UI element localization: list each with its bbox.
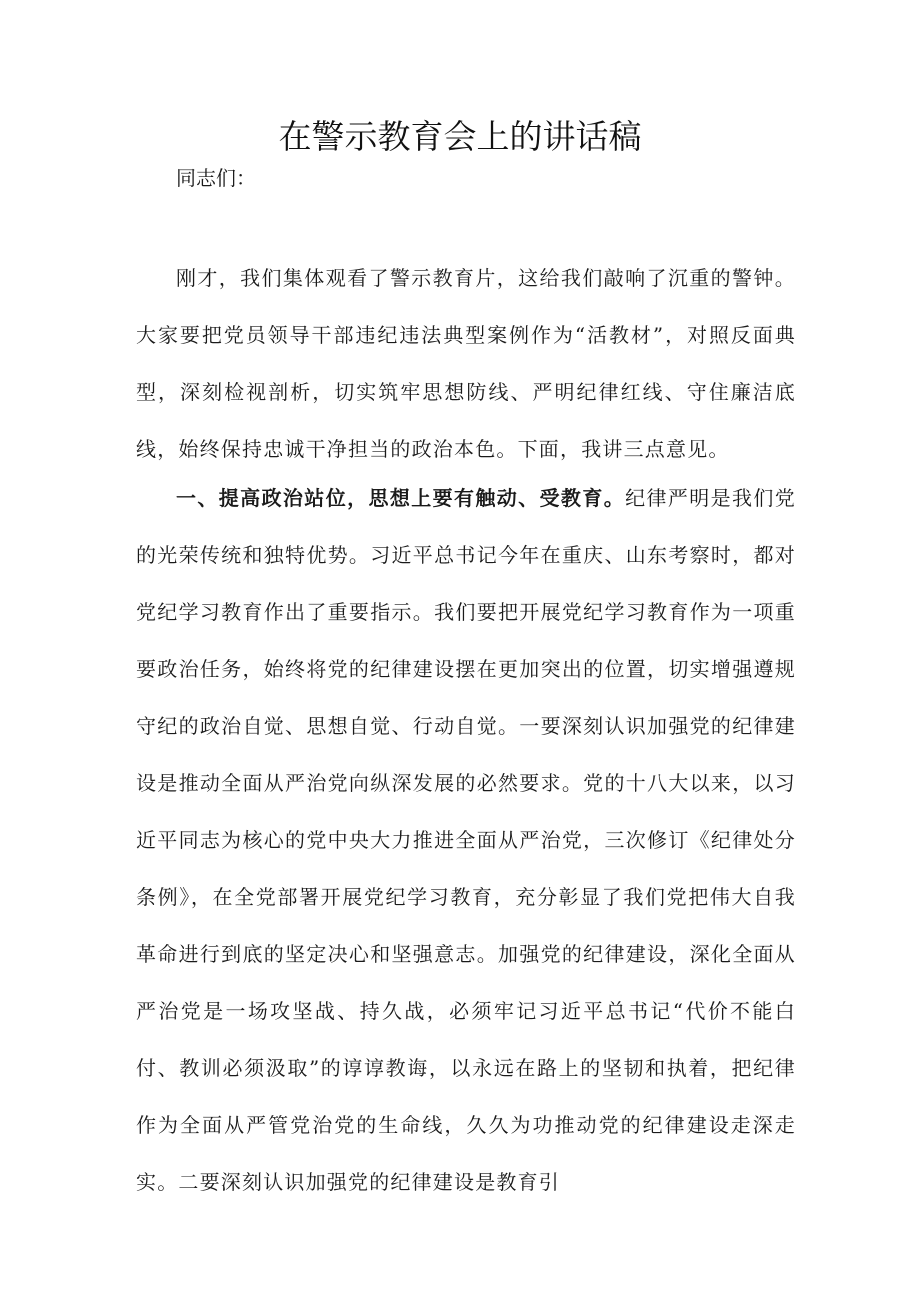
salutation: 同志们： — [176, 166, 256, 190]
document-title: 在警示教育会上的讲话稿 — [278, 117, 642, 156]
paragraph-1 — [136, 250, 796, 478]
paragraph-2 — [136, 470, 796, 1211]
section-heading-1: 一、提高政治站位，思想上要有触动、受教育。 — [176, 486, 626, 510]
paragraph-2-text: 纪律严明是我们党的光荣传统和独特优势。习近平总书记今年在重庆、山东考察时，都对党纪学习教育作出了重要指示。我们要把开展党纪学习教育作为一项重要政治任务，始终将党的纪律建设摆在更加突出的位置，切实增强遵规守纪的政治自觉、思想自觉、行动自觉。一要深刻认识加强党的纪律建设是推动全面从严治党向纵深发展的必然要求。党的十八大以来，以习近平同志为核心的党中央大力推进全面从严治党，三次修订《纪律处分条例》，在全党部署开展党纪学习教育，充分彰显了我们党把伟大自我革命进行到底的坚定决心和坚强意志。加强党的纪律建设，深化全面从严治党是一场攻坚战、持久战，必须牢记习近平总书记“代价不能白付、教训必须汲取”的谆谆教诲，以永远在路上的坚韧和执着，把纪律作为全面从严管党治党的生命线，久久为功推动党的纪律建设走深走实。二要深刻认识加强党的纪律建设是教育引 — [136, 486, 796, 1194]
paragraph-1-text: 刚才，我们集体观看了警示教育片，这给我们敲响了沉重的警钟。大家要把党员领导干部违纪违法典型案例作为“活教材”，对照反面典型，深刻检视剖析，切实筑牢思想防线、严明纪律红线、守住廉洁底线，始终保持忠诚干净担当的政治本色。下面，我讲三点意见。 — [136, 266, 796, 461]
